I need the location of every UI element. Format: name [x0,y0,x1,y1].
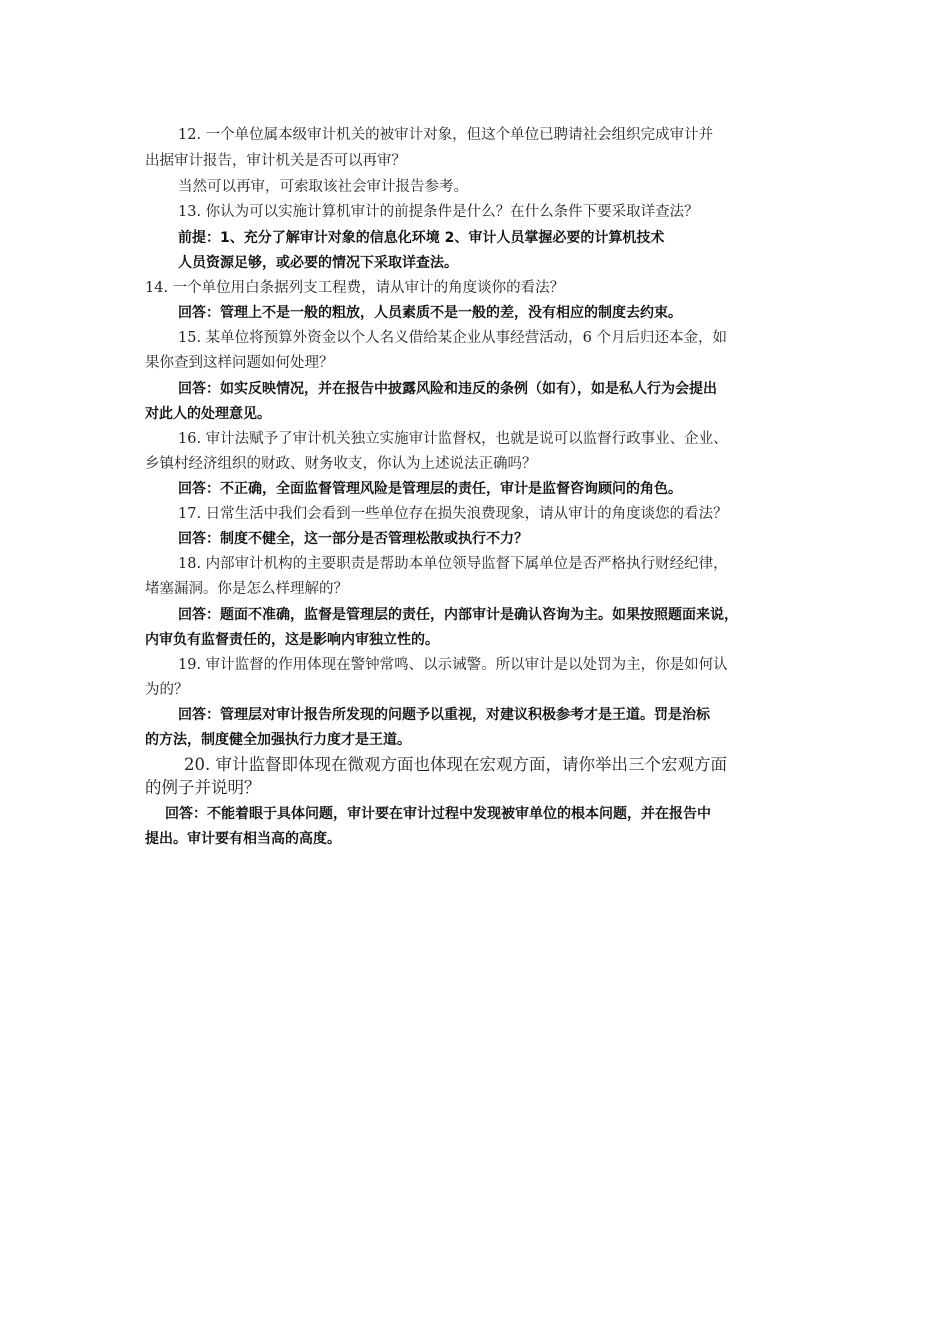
question-17: 17. 日常生活中我们会看到一些单位存在损失浪费现象，请从审计的角度谈您的看法？ [178,506,728,522]
question-12-line-1: 12. 一个单位属本级审计机关的被审计对象，但这个单位已聘请社会组织完成审计并 [178,127,714,143]
answer-14: 回答：管理上不是一般的粗放，人员素质不是一般的差，没有相应的制度去约束。 [178,305,682,321]
question-19-line-1: 19. 审计监督的作用体现在警钟常鸣、以示诫警。所以审计是以处罚为主，你是如何认 [178,657,728,673]
answer-18-line-1: 回答：题面不准确，监督是管理层的责任，内部审计是确认咨询为主。如果按照题面来说， [178,607,738,623]
answer-12: 当然可以再审，可索取该社会审计报告参考。 [178,179,468,195]
answer-18-line-2: 内审负有监督责任的，这是影响内审独立性的。 [145,632,439,648]
question-13: 13. 你认为可以实施计算机审计的前提条件是什么？在什么条件下要采取详查法？ [178,204,699,220]
answer-20-line-1: 回答：不能着眼于具体问题，审计要在审计过程中发现被审单位的根本问题，并在报告中 [165,806,711,822]
question-14: 14. 一个单位用白条据列支工程费，请从审计的角度谈你的看法？ [145,280,565,296]
question-15-line-2: 果你查到这样问题如何处理？ [145,355,334,371]
answer-15-line-2: 对此人的处理意见。 [145,406,271,422]
answer-15-line-1: 回答：如实反映情况，并在报告中披露风险和违反的条例（如有），如是私人行为会提出 [178,381,717,397]
question-19-line-2: 为的？ [145,682,189,698]
question-20-line-2: 的例子并说明？ [145,778,261,797]
answer-17: 回答：制度不健全，这一部分是否管理松散或执行不力？ [178,531,528,547]
question-12-line-2: 出据审计报告，审计机关是否可以再审？ [145,153,406,169]
question-15-line-1: 15. 某单位将预算外资金以个人名义借给某企业从事经营活动，6 个月后归还本金，如 [178,330,728,346]
answer-13-line-1: 前提：1、充分了解审计对象的信息化环境 2、审计人员掌握必要的计算机技术 [178,230,665,246]
answer-20-line-2: 提出。审计要有相当高的高度。 [145,831,341,847]
question-16-line-2: 乡镇村经济组织的财政、财务收支，你认为上述说法正确吗？ [145,456,537,472]
answer-13-line-2: 人员资源足够，或必要的情况下采取详查法。 [178,255,458,271]
question-20-line-1: 20. 审计监督即体现在微观方面也体现在宏观方面，请你举出三个宏观方面 [184,755,727,774]
answer-19-line-1: 回答：管理层对审计报告所发现的问题予以重视，对建议积极参考才是王道。罚是治标 [178,707,710,723]
answer-19-line-2: 的方法，制度健全加强执行力度才是王道。 [145,732,411,748]
question-16-line-1: 16. 审计法赋予了审计机关独立实施审计监督权，也就是说可以监督行政事业、企业、 [178,431,728,447]
question-18-line-1: 18. 内部审计机构的主要职责是帮助本单位领导监督下属单位是否严格执行财经纪律， [178,556,728,572]
question-18-line-2: 堵塞漏洞。你是怎么样理解的？ [145,581,348,597]
answer-16: 回答：不正确，全面监督管理风险是管理层的责任，审计是监督咨询顾问的角色。 [178,481,682,497]
